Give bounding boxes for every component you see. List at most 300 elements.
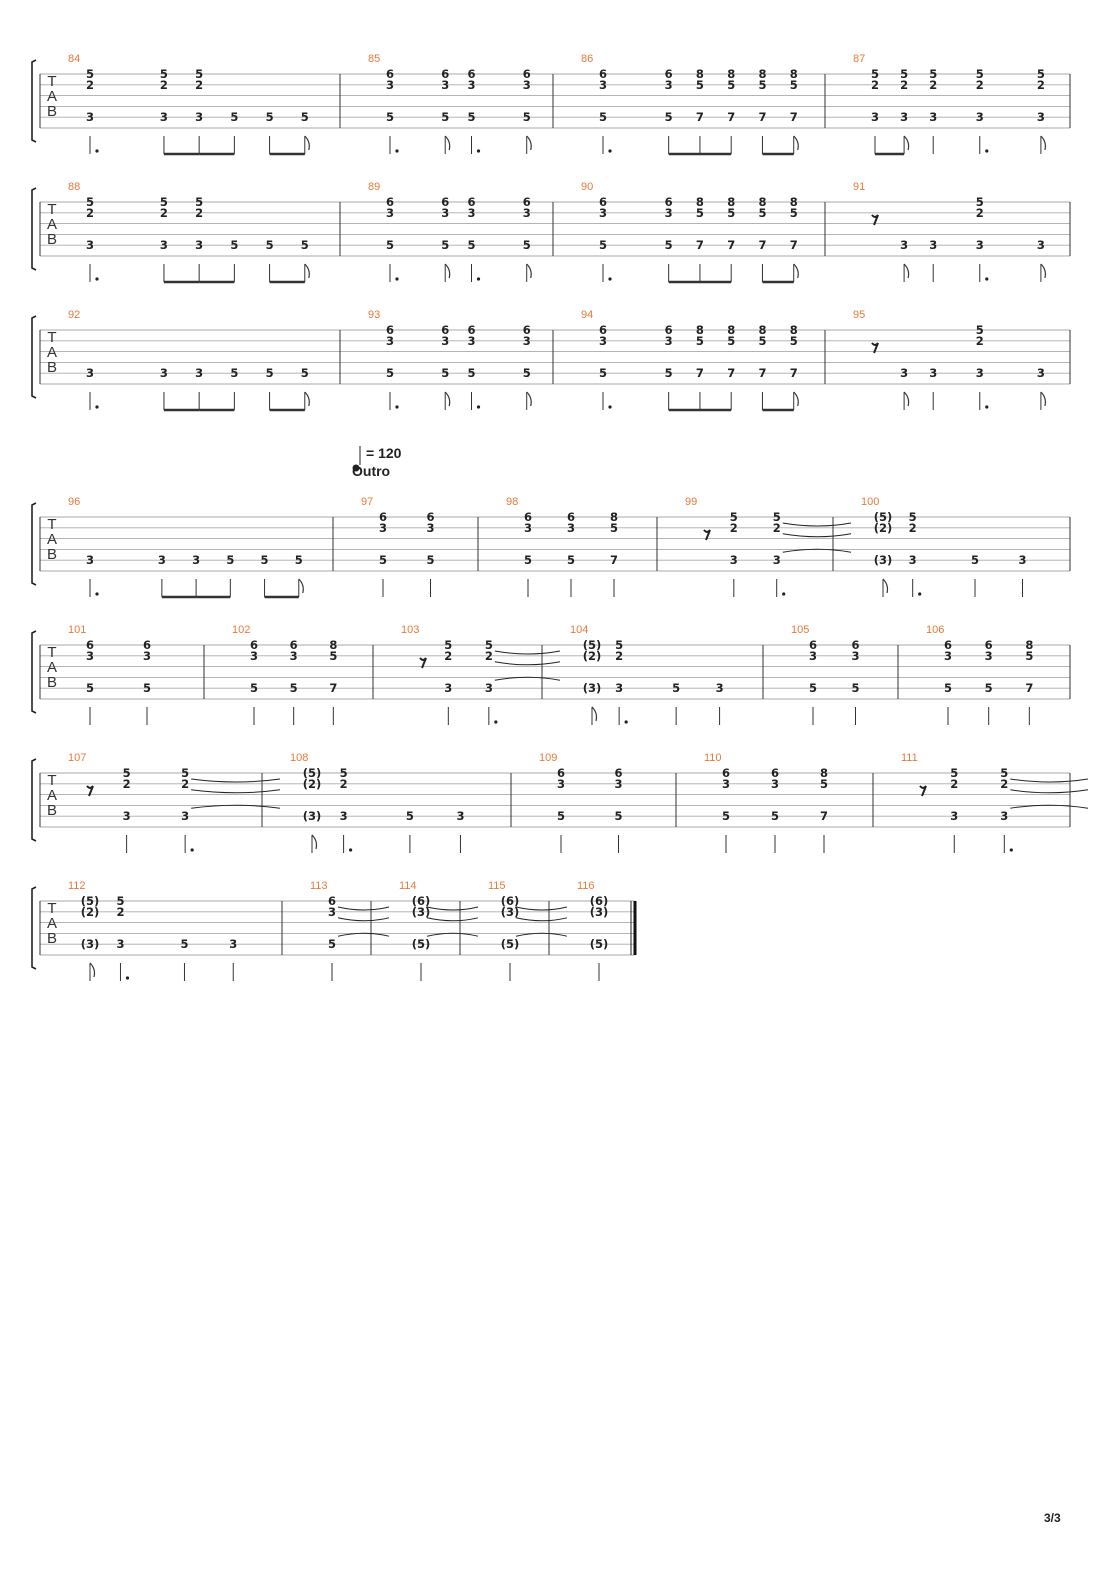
fret-number: 3 bbox=[664, 205, 673, 220]
eighth-flag bbox=[527, 392, 532, 406]
tie-arc bbox=[495, 651, 560, 654]
beat bbox=[467, 323, 480, 410]
fret-number: 6 bbox=[851, 638, 860, 652]
fret-number: 5 bbox=[441, 238, 450, 253]
fret-number: (3) bbox=[302, 809, 322, 824]
tie-arc bbox=[191, 790, 280, 793]
fret-number: 5 bbox=[808, 681, 818, 696]
fret-number: 5 bbox=[339, 766, 348, 780]
dot bbox=[608, 405, 611, 408]
fret-number: 5 bbox=[770, 809, 780, 824]
measure-number: 115 bbox=[488, 880, 506, 892]
measure-87 bbox=[853, 53, 1045, 154]
fret-number: 3 bbox=[85, 553, 95, 568]
measure-110 bbox=[704, 752, 828, 853]
fret-number: (3) bbox=[873, 553, 893, 568]
beat bbox=[696, 195, 731, 282]
eighth-flag bbox=[312, 835, 317, 849]
tempo-value: = 120 bbox=[366, 445, 402, 461]
fret-number: 8 bbox=[758, 67, 767, 81]
fret-number: 3 bbox=[85, 648, 95, 663]
beat bbox=[523, 195, 532, 282]
fret-number: 3 bbox=[900, 110, 909, 125]
dot bbox=[191, 848, 194, 851]
fret-number: 5 bbox=[85, 67, 95, 81]
beat bbox=[1037, 366, 1046, 410]
fret-number: 8 bbox=[727, 195, 736, 209]
fret-number: 3 bbox=[1036, 110, 1045, 125]
fret-number: 3 bbox=[142, 648, 152, 663]
fret-number: 3 bbox=[522, 333, 531, 348]
measure-number: 86 bbox=[581, 53, 594, 65]
beat bbox=[328, 894, 389, 981]
beat bbox=[672, 681, 680, 725]
fret-number: 6 bbox=[664, 195, 673, 209]
tie-arc bbox=[427, 918, 478, 921]
eighth-flag bbox=[445, 392, 450, 406]
fret-number: 2 bbox=[900, 77, 909, 92]
fret-number: 5 bbox=[249, 681, 259, 696]
fret-number: 5 bbox=[180, 937, 189, 952]
tab-system bbox=[32, 496, 1070, 597]
beat bbox=[230, 238, 238, 282]
fret-number: 7 bbox=[758, 366, 767, 381]
fret-number: 3 bbox=[598, 333, 608, 348]
fret-number: 5 bbox=[609, 520, 619, 535]
fret-number: 3 bbox=[195, 110, 204, 125]
fret-number: 3 bbox=[664, 77, 673, 92]
tie-arc bbox=[495, 662, 560, 665]
fret-number: 2 bbox=[729, 520, 738, 535]
measure-number: 89 bbox=[368, 181, 381, 193]
fret-number: 7 bbox=[609, 553, 619, 568]
system-bracket bbox=[32, 316, 36, 398]
fret-number: (5) bbox=[80, 894, 100, 908]
measure-85 bbox=[368, 53, 531, 154]
beat bbox=[809, 638, 817, 725]
measure-111 bbox=[901, 752, 1088, 853]
fret-number: 3 bbox=[159, 366, 168, 381]
fret-number: 5 bbox=[142, 681, 152, 696]
fret-number: 5 bbox=[300, 110, 309, 125]
measure-106 bbox=[926, 624, 1033, 725]
fret-number: 3 bbox=[598, 77, 608, 92]
fret-number: 7 bbox=[1025, 681, 1034, 696]
beat bbox=[301, 366, 310, 410]
beat bbox=[599, 67, 612, 154]
fret-number: 6 bbox=[249, 638, 259, 652]
fret-number: 3 bbox=[615, 681, 624, 696]
tab-clef-letter: A bbox=[46, 915, 58, 932]
fret-number: 3 bbox=[808, 648, 818, 663]
fret-number: 5 bbox=[405, 809, 414, 824]
fret-number: 6 bbox=[598, 67, 608, 81]
beat bbox=[727, 323, 735, 410]
fret-number: 8 bbox=[329, 638, 338, 652]
measure-102 bbox=[232, 624, 337, 725]
fret-number: 2 bbox=[159, 77, 168, 92]
fret-number: 3 bbox=[715, 681, 724, 696]
fret-number: 2 bbox=[929, 77, 938, 92]
fret-number: 2 bbox=[181, 776, 190, 791]
page-number: 3/3 bbox=[1044, 1511, 1061, 1525]
beat bbox=[583, 638, 602, 725]
fret-number: 5 bbox=[758, 205, 767, 220]
fret-number: 3 bbox=[1036, 366, 1045, 381]
measure-88 bbox=[68, 181, 309, 282]
fret-number: 3 bbox=[85, 238, 95, 253]
fret-number: 3 bbox=[85, 366, 95, 381]
fret-number: 6 bbox=[467, 67, 476, 81]
fret-number: 3 bbox=[444, 681, 453, 696]
beat bbox=[665, 67, 700, 154]
measure-number: 100 bbox=[861, 496, 880, 508]
fret-number: 5 bbox=[300, 366, 309, 381]
fret-number: 3 bbox=[289, 648, 298, 663]
tie-arc bbox=[427, 907, 478, 910]
beat bbox=[116, 894, 129, 981]
fret-number: 5 bbox=[789, 77, 798, 92]
beat bbox=[976, 323, 989, 410]
beat bbox=[909, 510, 922, 597]
beat bbox=[727, 195, 735, 282]
beat bbox=[230, 366, 238, 410]
beat bbox=[86, 195, 99, 282]
tab-system bbox=[32, 624, 1070, 725]
fret-number: 3 bbox=[943, 648, 953, 663]
beat bbox=[441, 323, 450, 410]
fret-number: 5 bbox=[329, 648, 338, 663]
fret-number: 5 bbox=[950, 766, 959, 780]
fret-number: 5 bbox=[265, 110, 274, 125]
tab-clef-letter: A bbox=[46, 88, 58, 105]
measure-number: 107 bbox=[68, 752, 87, 764]
fret-number: 3 bbox=[556, 776, 566, 791]
tab-clef-letter: B bbox=[46, 674, 58, 691]
dot bbox=[395, 405, 398, 408]
fret-number: 3 bbox=[950, 809, 959, 824]
fret-number: (5) bbox=[873, 510, 893, 524]
fret-number: 3 bbox=[772, 553, 781, 568]
fret-number: 3 bbox=[195, 366, 204, 381]
fret-number: 3 bbox=[975, 366, 984, 381]
tab-clef-letter: A bbox=[46, 531, 58, 548]
tab-clef-letter: T bbox=[47, 329, 57, 346]
beat bbox=[379, 510, 387, 597]
fret-number: 8 bbox=[758, 323, 767, 337]
fret-number: 5 bbox=[729, 510, 738, 524]
measure-104 bbox=[570, 624, 724, 725]
beat bbox=[985, 638, 993, 725]
fret-number: 5 bbox=[727, 77, 736, 92]
fret-number: 5 bbox=[772, 510, 781, 524]
fret-number: 5 bbox=[566, 553, 576, 568]
fret-number: 3 bbox=[729, 553, 738, 568]
dot bbox=[395, 149, 398, 152]
tab-clef-letter: T bbox=[47, 900, 57, 917]
fret-number: 7 bbox=[758, 110, 767, 125]
fret-number: 5 bbox=[908, 510, 917, 524]
fret-number: 5 bbox=[378, 553, 388, 568]
fret-number: 7 bbox=[727, 238, 736, 253]
fret-number: 2 bbox=[950, 776, 959, 791]
measure-number: 95 bbox=[853, 309, 866, 321]
tab-system bbox=[32, 309, 1070, 410]
fret-number: 3 bbox=[467, 333, 476, 348]
measure-number: 98 bbox=[506, 496, 519, 508]
fret-number: (5) bbox=[582, 638, 602, 652]
fret-number: (3) bbox=[582, 681, 602, 696]
fret-number: 2 bbox=[870, 77, 880, 92]
fret-number: (5) bbox=[411, 937, 431, 952]
fret-number: 5 bbox=[159, 67, 168, 81]
measure-number: 99 bbox=[685, 496, 698, 508]
tab-clef-letter: T bbox=[47, 73, 57, 90]
dot bbox=[95, 405, 98, 408]
fret-number: 7 bbox=[758, 238, 767, 253]
beat bbox=[295, 553, 304, 597]
fret-number: 2 bbox=[85, 205, 95, 220]
fret-number: 3 bbox=[195, 238, 204, 253]
tab-system bbox=[32, 752, 1088, 853]
fret-number: 6 bbox=[85, 638, 95, 652]
measure-number: 106 bbox=[926, 624, 945, 636]
measure-99 bbox=[685, 496, 851, 597]
fret-number: 8 bbox=[789, 67, 798, 81]
beat bbox=[976, 195, 989, 282]
fret-number: 2 bbox=[975, 77, 984, 92]
fret-number: 6 bbox=[289, 638, 298, 652]
beat bbox=[441, 67, 450, 154]
fret-number: 5 bbox=[195, 67, 204, 81]
beat bbox=[143, 638, 151, 725]
fret-number: 3 bbox=[159, 238, 168, 253]
measure-number: 90 bbox=[581, 181, 594, 193]
fret-number: (2) bbox=[302, 776, 322, 791]
fret-number: 5 bbox=[929, 67, 938, 81]
fret-number: 5 bbox=[226, 553, 235, 568]
eighth-flag bbox=[90, 963, 95, 977]
tempo-marking bbox=[352, 445, 402, 479]
beat bbox=[181, 766, 280, 853]
beat bbox=[426, 510, 434, 597]
fret-number: 5 bbox=[444, 638, 453, 652]
fret-number: (5) bbox=[589, 937, 609, 952]
beat bbox=[758, 67, 793, 154]
measure-89 bbox=[368, 181, 531, 282]
measure-98 bbox=[506, 496, 618, 597]
fret-number: 3 bbox=[467, 77, 476, 92]
tab-system bbox=[32, 53, 1070, 154]
measure-number: 110 bbox=[704, 752, 722, 764]
dot bbox=[477, 149, 480, 152]
fret-number: 3 bbox=[378, 520, 388, 535]
eighth-flag bbox=[592, 707, 597, 721]
tab-clef-letter: B bbox=[46, 359, 58, 376]
dot bbox=[126, 976, 129, 979]
fret-number: 8 bbox=[609, 510, 619, 524]
fret-number: 2 bbox=[339, 776, 348, 791]
fret-number: 3 bbox=[249, 648, 259, 663]
measure-112 bbox=[68, 880, 237, 981]
fret-number: 6 bbox=[522, 195, 531, 209]
beat bbox=[665, 195, 700, 282]
measure-number: 97 bbox=[361, 496, 374, 508]
beat bbox=[86, 67, 99, 154]
fret-number: 5 bbox=[523, 553, 533, 568]
measure-100 bbox=[861, 496, 1027, 597]
measure-number: 93 bbox=[368, 309, 381, 321]
fret-number: 5 bbox=[441, 366, 450, 381]
fret-number: 5 bbox=[1025, 648, 1034, 663]
fret-number: 3 bbox=[975, 238, 984, 253]
fret-number: 5 bbox=[294, 553, 303, 568]
beat bbox=[467, 67, 480, 154]
fret-number: 7 bbox=[727, 110, 736, 125]
fret-number: 2 bbox=[122, 776, 131, 791]
measure-number: 105 bbox=[791, 624, 810, 636]
fret-number: 2 bbox=[772, 520, 781, 535]
tab-clef-letter: T bbox=[47, 772, 57, 789]
fret-number: 3 bbox=[900, 366, 909, 381]
tie-arc bbox=[1010, 790, 1088, 793]
fret-number: (2) bbox=[80, 904, 100, 919]
measure-84 bbox=[68, 53, 309, 154]
fret-number: 3 bbox=[975, 110, 984, 125]
fret-number: 5 bbox=[971, 553, 980, 568]
fret-number: (3) bbox=[500, 904, 520, 919]
beat bbox=[523, 323, 532, 410]
dot bbox=[608, 277, 611, 280]
measure-number: 88 bbox=[68, 181, 81, 193]
fret-number: 5 bbox=[721, 809, 731, 824]
fret-number: 5 bbox=[230, 366, 239, 381]
beat bbox=[229, 937, 237, 981]
eighth-flag bbox=[527, 136, 532, 150]
fret-number: 3 bbox=[441, 77, 450, 92]
measure-91 bbox=[853, 181, 1045, 282]
beat bbox=[160, 67, 199, 154]
beat bbox=[195, 67, 234, 154]
final-barline-thick bbox=[634, 901, 637, 955]
fret-number: (5) bbox=[500, 937, 520, 952]
fret-number: (5) bbox=[302, 766, 322, 780]
tab-clef-letter: A bbox=[46, 659, 58, 676]
fret-number: 3 bbox=[192, 553, 201, 568]
system-bracket bbox=[32, 631, 36, 713]
tie-arc bbox=[783, 523, 851, 526]
fret-number: 5 bbox=[727, 205, 736, 220]
measure-number: 104 bbox=[570, 624, 589, 636]
fret-number: 5 bbox=[758, 333, 767, 348]
beat bbox=[557, 766, 565, 853]
beat bbox=[599, 323, 612, 410]
fret-number: 7 bbox=[695, 238, 704, 253]
fret-number: (2) bbox=[873, 520, 893, 535]
system-bracket bbox=[32, 887, 36, 969]
fret-number: 5 bbox=[1036, 67, 1045, 81]
fret-number: 5 bbox=[851, 681, 860, 696]
measure-number: 84 bbox=[68, 53, 81, 65]
fret-number: 8 bbox=[727, 323, 736, 337]
beat bbox=[290, 638, 298, 725]
tie-arc bbox=[783, 534, 851, 537]
fret-number: 3 bbox=[1018, 553, 1027, 568]
fret-number: 5 bbox=[695, 333, 704, 348]
fret-number: 3 bbox=[908, 553, 917, 568]
fret-number: 5 bbox=[900, 67, 909, 81]
fret-number: 5 bbox=[260, 553, 269, 568]
fret-number: 5 bbox=[116, 894, 125, 908]
fret-number: 5 bbox=[556, 809, 566, 824]
section-label: Outro bbox=[352, 463, 391, 479]
fret-number: 5 bbox=[426, 553, 435, 568]
beat bbox=[722, 766, 730, 853]
eighth-flag bbox=[1041, 392, 1046, 406]
beat bbox=[665, 323, 700, 410]
fret-number: 7 bbox=[789, 110, 798, 125]
fret-number: 5 bbox=[122, 766, 131, 780]
dot bbox=[608, 149, 611, 152]
fret-number: 3 bbox=[664, 333, 673, 348]
fret-number: 3 bbox=[566, 520, 576, 535]
measure-96 bbox=[68, 496, 303, 597]
beat bbox=[195, 195, 234, 282]
eighth-flag bbox=[794, 136, 799, 150]
fret-number: 5 bbox=[181, 766, 190, 780]
fret-number: 5 bbox=[975, 67, 984, 81]
beat bbox=[406, 809, 414, 853]
fret-number: 5 bbox=[870, 67, 880, 81]
beat bbox=[900, 238, 909, 282]
fret-number: 6 bbox=[467, 195, 476, 209]
tab-clef-letter: A bbox=[46, 787, 58, 804]
beat bbox=[696, 323, 731, 410]
beat bbox=[444, 638, 452, 725]
tie-arc bbox=[191, 779, 280, 782]
fret-number: 3 bbox=[522, 205, 531, 220]
measure-number: 114 bbox=[399, 880, 417, 892]
beat bbox=[524, 510, 532, 597]
fret-number: 5 bbox=[789, 205, 798, 220]
beat bbox=[467, 195, 480, 282]
fret-number: 2 bbox=[195, 77, 204, 92]
dot bbox=[782, 592, 785, 595]
fret-number: 8 bbox=[727, 67, 736, 81]
fret-number: 3 bbox=[851, 648, 860, 663]
measure-101 bbox=[68, 624, 151, 725]
beat bbox=[929, 67, 937, 154]
fret-number: 5 bbox=[664, 110, 673, 125]
fret-number: 3 bbox=[900, 238, 909, 253]
fret-number: 6 bbox=[770, 766, 780, 780]
fret-number: (3) bbox=[80, 937, 100, 952]
fret-number: 2 bbox=[975, 205, 984, 220]
dot bbox=[95, 149, 98, 152]
fret-number: 2 bbox=[116, 904, 125, 919]
fret-number: (6) bbox=[500, 894, 520, 908]
beat bbox=[123, 766, 131, 853]
fret-number: 3 bbox=[85, 110, 95, 125]
fret-number: 6 bbox=[664, 67, 673, 81]
fret-number: 5 bbox=[522, 238, 531, 253]
beat bbox=[329, 638, 337, 725]
fret-number: 6 bbox=[721, 766, 731, 780]
fret-number: 5 bbox=[984, 681, 993, 696]
fret-number: 5 bbox=[467, 110, 476, 125]
fret-number: 2 bbox=[1000, 776, 1009, 791]
eighth-flag bbox=[794, 392, 799, 406]
